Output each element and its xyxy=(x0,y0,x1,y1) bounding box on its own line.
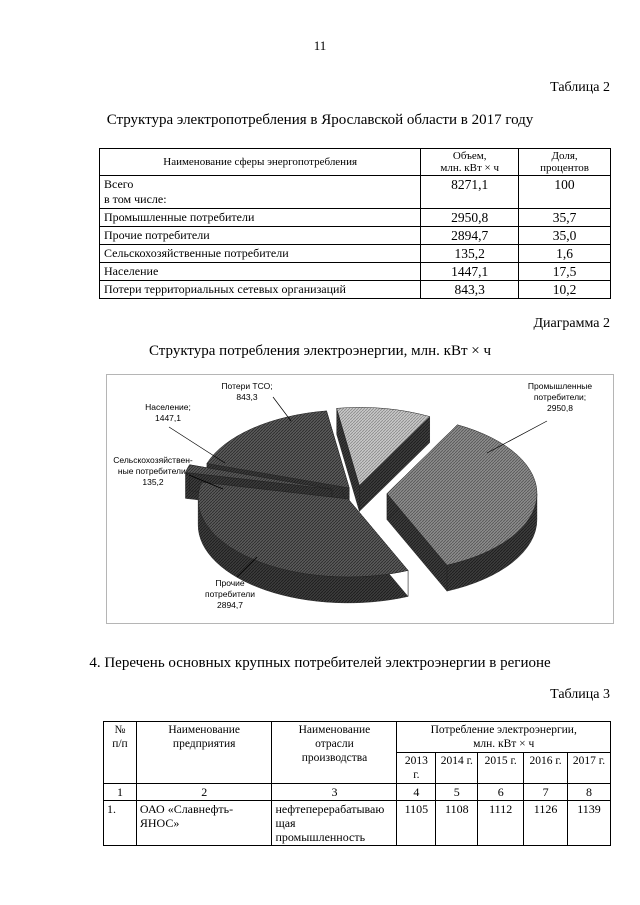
table2-label: Таблица 2 xyxy=(550,80,610,95)
slice-label-industrial: Промышленные потребители; 2950,8 xyxy=(527,381,593,413)
row-value: 1108 xyxy=(436,801,478,846)
index-cell: 3 xyxy=(272,784,397,801)
slice-label-population: Население; 1447,1 xyxy=(145,402,191,423)
leader-line-industrial xyxy=(487,421,547,453)
row-enterprise: ОАО «Славнефть- ЯНОС» xyxy=(136,801,272,846)
year-header: 2017 г. xyxy=(568,753,611,784)
table2-header-share: Доля, процентов xyxy=(519,149,611,176)
table3-header-row xyxy=(104,722,611,753)
row-volume: 135,2 xyxy=(421,245,519,263)
table-row xyxy=(100,281,611,299)
row-value: 1139 xyxy=(568,801,611,846)
row-share: 1,6 xyxy=(519,245,611,263)
table-row xyxy=(100,209,611,227)
slice-label-losses: Потери ТСО; 843,3 xyxy=(221,381,273,402)
table-row xyxy=(100,176,611,209)
pie-slices xyxy=(185,407,537,603)
year-header: 2013 г. xyxy=(397,753,436,784)
row-volume: 8271,1 xyxy=(421,176,519,209)
row-volume: 1447,1 xyxy=(421,263,519,281)
row-share: 17,5 xyxy=(519,263,611,281)
table3-header-branch: Наименование отрасли производства xyxy=(272,722,397,784)
table2-header-name: Наименование сферы энергопотребления xyxy=(100,149,421,176)
table3-label: Таблица 3 xyxy=(550,687,610,702)
row-name: Прочие потребители xyxy=(100,227,421,245)
row-name: Сельскохозяйственные потребители xyxy=(100,245,421,263)
row-name: Промышленные потребители xyxy=(100,209,421,227)
year-header: 2016 г. xyxy=(524,753,568,784)
table-row xyxy=(100,245,611,263)
row-num: 1. xyxy=(104,801,137,846)
row-name: Всего в том числе: xyxy=(100,176,421,209)
table3-header-enterprise: Наименование предприятия xyxy=(136,722,272,784)
row-value: 1105 xyxy=(397,801,436,846)
row-volume: 843,3 xyxy=(421,281,519,299)
table2-title: Структура электропотребления в Ярославской области в 2017 году xyxy=(106,112,534,128)
row-share: 35,0 xyxy=(519,227,611,245)
row-value: 1112 xyxy=(478,801,524,846)
section4-heading: 4. Перечень основных крупных потребителей электроэнергии в регионе xyxy=(89,655,551,671)
page-number: 11 xyxy=(313,38,327,53)
table2 xyxy=(99,148,611,299)
diagram-label: Диаграмма 2 xyxy=(533,316,610,331)
row-share: 10,2 xyxy=(519,281,611,299)
table3 xyxy=(103,721,611,846)
table3-header-num: № п/п xyxy=(104,722,137,784)
row-name: Население xyxy=(100,263,421,281)
index-cell: 8 xyxy=(568,784,611,801)
table2-header-row xyxy=(100,149,611,176)
diagram-title: Структура потребления электроэнергии, млн. кВт × ч xyxy=(148,343,492,359)
row-branch: нефтеперерабатываю щая промышленность xyxy=(272,801,397,846)
index-cell: 4 xyxy=(397,784,436,801)
table-row xyxy=(100,263,611,281)
row-volume: 2950,8 xyxy=(421,209,519,227)
index-cell: 6 xyxy=(478,784,524,801)
slice-label-other: Прочие потребители 2894,7 xyxy=(205,578,255,610)
year-header: 2015 г. xyxy=(478,753,524,784)
index-cell: 1 xyxy=(104,784,137,801)
table-row xyxy=(100,227,611,245)
table-row xyxy=(104,801,611,846)
index-cell: 2 xyxy=(136,784,272,801)
index-cell: 7 xyxy=(524,784,568,801)
table2-header-volume: Объем, млн. кВт × ч xyxy=(421,149,519,176)
year-header: 2014 г. xyxy=(436,753,478,784)
pie-chart xyxy=(106,374,614,624)
row-name: Потери территориальных сетевых организаций xyxy=(100,281,421,299)
row-volume: 2894,7 xyxy=(421,227,519,245)
row-share: 35,7 xyxy=(519,209,611,227)
row-value: 1126 xyxy=(524,801,568,846)
table3-header-consumption: Потребление электроэнергии, млн. кВт × ч xyxy=(397,722,611,753)
row-share: 100 xyxy=(519,176,611,209)
index-cell: 5 xyxy=(436,784,478,801)
slice-label-agricultural: Сельскохозяйствен- ные потребители; 135,2 xyxy=(113,455,193,487)
table3-index-row xyxy=(104,784,611,801)
